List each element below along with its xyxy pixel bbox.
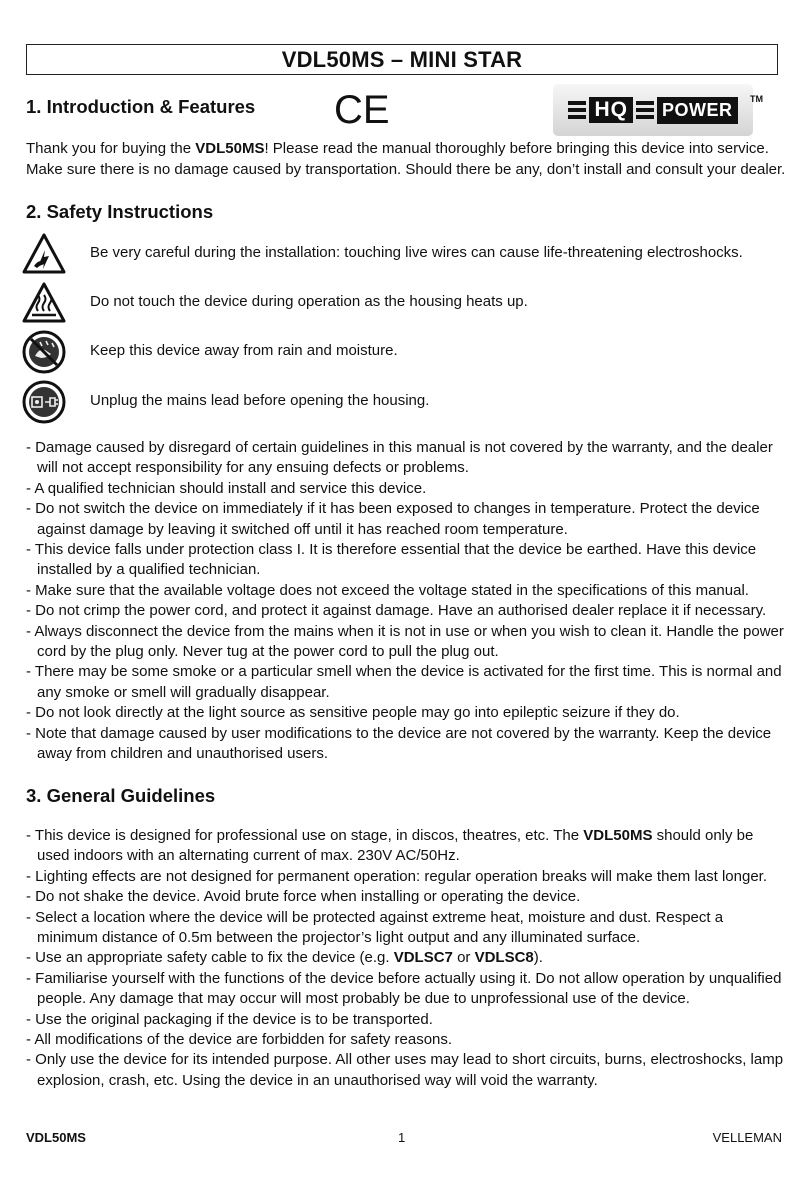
list-item: - Make sure that the available voltage does not exceed the voltage stated in the specifications of this manual. <box>26 581 786 601</box>
list-item: - Do not switch the device on immediately if it has been exposed to changes in temperature. Protect the device against damage by leaving it switched off until it has reached room temperature. <box>26 499 786 540</box>
safety-text: Be very careful during the installation: touching live wires can cause life-threatening electroshocks. <box>90 244 743 261</box>
logo-hq: HQ <box>589 97 633 123</box>
safety-text: Unplug the mains lead before opening the housing. <box>90 392 430 409</box>
safety-item <box>22 380 782 424</box>
list-item: - Damage caused by disregard of certain guidelines in this manual is not covered by the warranty, and the dealer will not accept responsibility for any ensuing defects or problems. <box>26 438 786 479</box>
list-item: - Use the original packaging if the device is to be transported. <box>26 1010 786 1030</box>
safety-bullet-list <box>26 438 786 765</box>
electric-shock-warning-icon <box>22 232 66 276</box>
page-title: VDL50MS – MINI STAR <box>26 44 778 75</box>
list-item: - This device falls under protection class I. It is therefore essential that the device be earthed. Have this device installed by a qualified technician. <box>26 540 786 581</box>
hq-power-logo <box>553 84 753 136</box>
ce-mark-icon <box>334 88 390 132</box>
safety-item <box>22 281 782 325</box>
page-number: 1 <box>398 1130 406 1145</box>
guidelines-bullet-list <box>26 826 786 1091</box>
list-item: - Do not look directly at the light source as sensitive people may go into epileptic seizure if they do. <box>26 703 786 723</box>
section-3-heading: 3. General Guidelines <box>26 785 216 806</box>
list-item: - All modifications of the device are forbidden for safety reasons. <box>26 1030 786 1050</box>
list-item: - Use an appropriate safety cable to fix the device (e.g. VDLSC7 or VDLSC8). <box>26 948 786 968</box>
product-code: VDL50MS <box>195 140 265 157</box>
list-item: - Only use the device for its intended purpose. All other uses may lead to short circuits, burns, electroshocks, lamp explosion, crash, etc. Using the device in an unauthorised way will void the warranty. <box>26 1050 786 1091</box>
keep-dry-icon <box>22 330 66 374</box>
svg-text:CE: CE <box>334 88 390 132</box>
safety-text: Keep this device away from rain and moisture. <box>90 342 398 359</box>
footer-brand: VELLEMAN <box>712 1130 782 1145</box>
safety-item <box>22 330 782 374</box>
safety-item <box>22 232 782 276</box>
section-2-heading: 2. Safety Instructions <box>26 201 214 222</box>
trademark-mark: TM <box>750 94 763 104</box>
logo-stripes <box>636 101 654 119</box>
section-1-heading: 1. Introduction & Features <box>26 96 256 117</box>
list-item: - Select a location where the device will be protected against extreme heat, moisture and dust. Respect a minimum distance of 0.5m between the projector’s light output and any illuminated surface. <box>26 908 786 949</box>
list-item: - Note that damage caused by user modifications to the device are not covered by the warranty. Keep the device away from children and unauthorised users. <box>26 724 786 765</box>
logo-power: POWER <box>657 97 738 124</box>
hot-surface-warning-icon <box>22 281 66 325</box>
unplug-mains-icon <box>22 380 66 424</box>
footer-model: VDL50MS <box>26 1130 86 1145</box>
list-item: - This device is designed for professional use on stage, in discos, theatres, etc. The VDL50MS should only be used indoors with an alternating current of max. 230V AC/50Hz. <box>26 826 786 867</box>
logo-stripes <box>568 101 586 119</box>
list-item: - A qualified technician should install and service this device. <box>26 479 786 499</box>
safety-text: Do not touch the device during operation as the housing heats up. <box>90 293 528 310</box>
list-item: - Lighting effects are not designed for permanent operation: regular operation breaks will make them last longer. <box>26 867 786 887</box>
intro-paragraph: Thank you for buying the VDL50MS! Please read the manual thoroughly before bringing this device into service. Make sure there is no damage caused by transportation. Should there be any, don’t install and consult your dealer. <box>26 140 786 178</box>
list-item: - There may be some smoke or a particular smell when the device is activated for the first time. This is normal and any smoke or smell will gradually disappear. <box>26 662 786 703</box>
list-item: - Familiarise yourself with the functions of the device before actually using it. Do not allow operation by unqualified people. Any damage that may occur will most probably be due to unprofessional use of the device. <box>26 969 786 1010</box>
list-item: - Always disconnect the device from the mains when it is not in use or when you wish to clean it. Handle the power cord by the plug only. Never tug at the power cord to pull the plug out. <box>26 622 786 663</box>
list-item: - Do not crimp the power cord, and protect it against damage. Have an authorised dealer replace it if necessary. <box>26 601 786 621</box>
list-item: - Do not shake the device. Avoid brute force when installing or operating the device. <box>26 887 786 907</box>
